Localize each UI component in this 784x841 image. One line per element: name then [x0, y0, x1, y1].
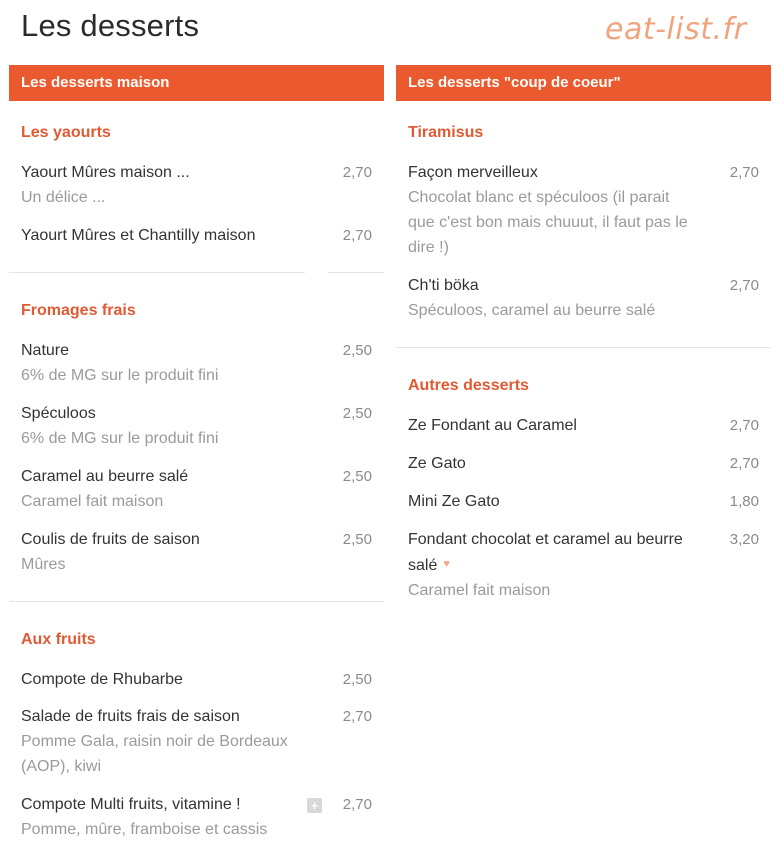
plus-icon[interactable]: +: [307, 798, 322, 813]
menu-section: [9, 101, 384, 248]
item-name-text: Fondant chocolat et caramel au beurre salé: [408, 531, 683, 574]
item-description: Mûres: [21, 556, 66, 573]
menu-item[interactable]: [408, 413, 759, 438]
section-title: Aux fruits: [21, 631, 96, 648]
item-price: 2,70: [729, 277, 759, 294]
item-name: Salade de fruits frais de saison: [21, 708, 240, 725]
menu-section: [9, 273, 384, 577]
section-title: Fromages frais: [21, 302, 136, 319]
menu-section: [9, 602, 384, 841]
item-name: Nature: [21, 342, 70, 359]
menu-section: [396, 348, 771, 603]
menu-item[interactable]: [21, 401, 372, 451]
item-price: 2,50: [342, 671, 372, 688]
item-name: Compote Multi fruits, vitamine !: [21, 796, 241, 813]
section-title: Tiramisus: [408, 124, 484, 141]
item-name: Coulis de fruits de saison: [21, 531, 200, 548]
item-description: Spéculoos, caramel au beurre salé: [408, 302, 656, 319]
section-divider: [9, 272, 384, 273]
menu-column-right: [396, 65, 771, 603]
menu-item[interactable]: [408, 273, 759, 323]
item-name: [408, 527, 699, 578]
column-header: Les desserts maison: [9, 65, 384, 101]
item-price: 2,70: [342, 796, 372, 813]
watermark-logo: eat-list.fr: [605, 12, 747, 47]
heart-icon: ♥: [443, 558, 450, 570]
item-description: Caramel fait maison: [408, 582, 551, 599]
menu-item[interactable]: [21, 667, 372, 692]
item-name: Caramel au beurre salé: [21, 468, 189, 485]
menu-item[interactable]: [21, 704, 372, 779]
item-price: 1,80: [729, 493, 759, 510]
item-name: Mini Ze Gato: [408, 493, 500, 510]
menu-item[interactable]: [408, 451, 759, 476]
section-title: Autres desserts: [408, 377, 529, 394]
item-name: Ze Fondant au Caramel: [408, 417, 577, 434]
item-price: 2,70: [342, 164, 372, 181]
item-description: Un délice ...: [21, 189, 106, 206]
menu-item[interactable]: [21, 223, 372, 248]
item-name: Façon merveilleux: [408, 164, 538, 181]
item-description: Chocolat blanc et spéculoos (il parait que c'est bon mais chuuut, il faut pas le dire !): [408, 189, 688, 256]
item-price: 2,70: [729, 164, 759, 181]
item-price: 2,50: [342, 405, 372, 422]
item-price: 2,50: [342, 468, 372, 485]
menu-item[interactable]: [21, 464, 372, 514]
item-description: Pomme Gala, raisin noir de Bordeaux (AOP), kiwi: [21, 733, 288, 775]
item-name: Yaourt Mûres maison ...: [21, 164, 190, 181]
item-name: Spéculoos: [21, 405, 96, 422]
menu-item[interactable]: [21, 160, 372, 210]
menu-item[interactable]: [21, 792, 372, 841]
item-description: Caramel fait maison: [21, 493, 164, 510]
item-price: 2,70: [342, 708, 372, 725]
menu-item[interactable]: [408, 527, 759, 603]
menu-item[interactable]: [21, 527, 372, 577]
item-name: Ch'ti böka: [408, 277, 479, 294]
item-price: 2,70: [729, 455, 759, 472]
item-description: 6% de MG sur le produit fini: [21, 430, 219, 447]
item-name: Ze Gato: [408, 455, 466, 472]
item-description: Pomme, mûre, framboise et cassis: [21, 821, 268, 838]
item-price: 2,70: [729, 417, 759, 434]
page-title: Les desserts: [21, 8, 200, 43]
menu-item[interactable]: [408, 160, 759, 260]
item-price: 3,20: [729, 531, 759, 548]
item-price: 2,50: [342, 342, 372, 359]
section-title: Les yaourts: [21, 124, 111, 141]
item-price: 2,70: [342, 227, 372, 244]
item-description: 6% de MG sur le produit fini: [21, 367, 219, 384]
menu-column-left: [9, 65, 384, 841]
item-name: Yaourt Mûres et Chantilly maison: [21, 227, 256, 244]
menu-section: [396, 101, 771, 323]
item-name: Compote de Rhubarbe: [21, 671, 183, 688]
column-header: Les desserts "coup de coeur": [396, 65, 771, 101]
menu-item[interactable]: [408, 489, 759, 514]
item-price: 2,50: [342, 531, 372, 548]
menu-item[interactable]: [21, 338, 372, 388]
